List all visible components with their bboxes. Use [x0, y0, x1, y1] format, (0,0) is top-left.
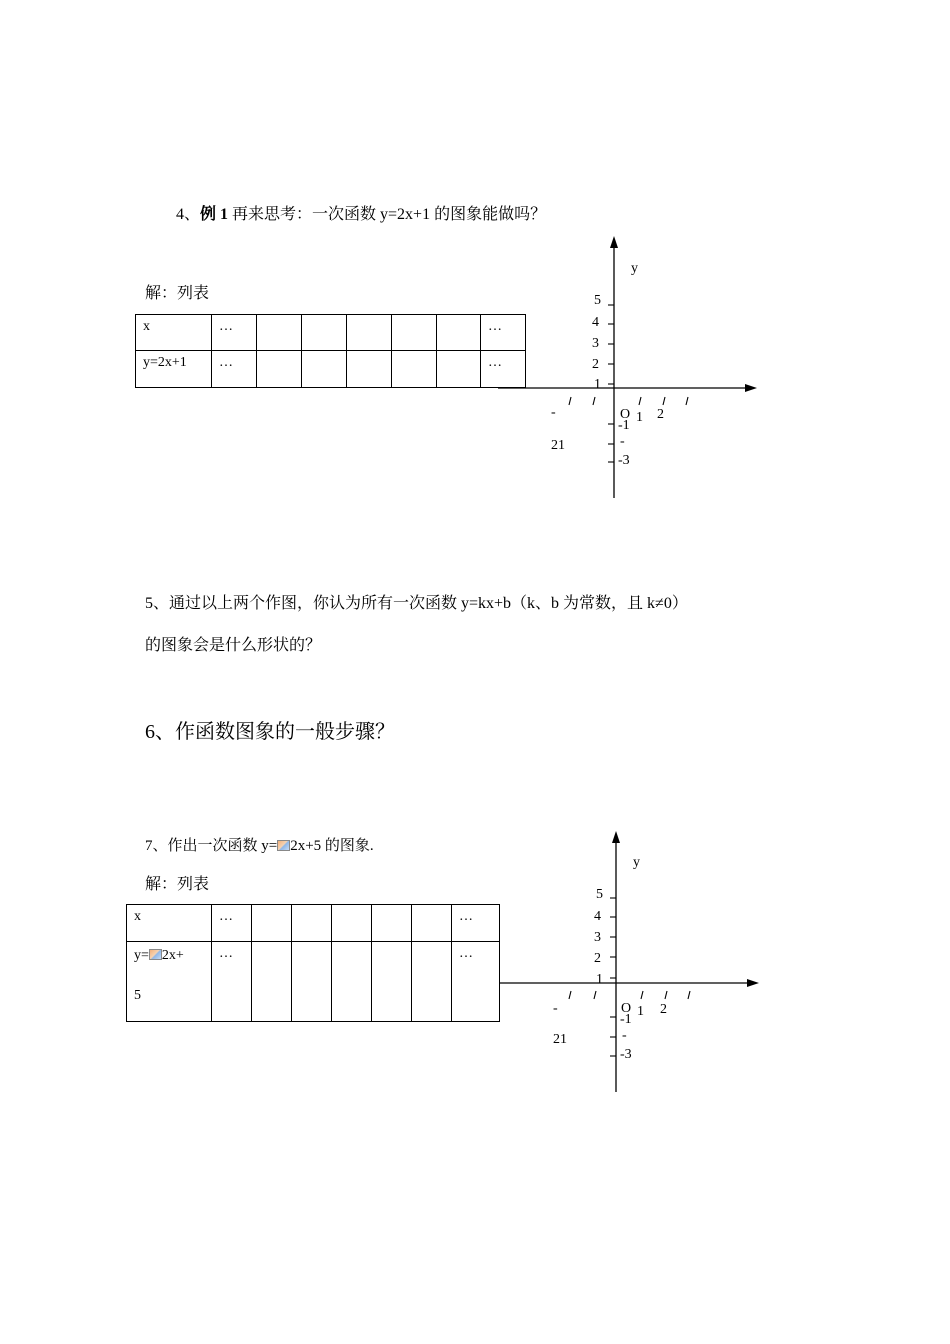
q5-line1: 5、通过以上两个作图，你认为所有一次函数 y=kx+b（k、b 为常数，且 k≠0） [145, 595, 688, 612]
y-tick-label: 3 [594, 930, 601, 945]
q4-solution: 解：列表 [145, 285, 210, 302]
x-neg-dash-label: - [551, 405, 556, 420]
y-neg-tick-label: -1 [620, 1012, 632, 1027]
y-neg-tick-label: - [622, 1028, 627, 1043]
table-cell[interactable]: … [481, 351, 526, 388]
x-tick-label: 1 [637, 1004, 644, 1019]
x-axis-ticks [569, 991, 690, 999]
origin-label: O [620, 407, 631, 422]
table-cell[interactable]: x [127, 905, 212, 942]
origin-label: O [621, 1001, 632, 1016]
x-tick-label: 2 [660, 1002, 667, 1017]
y-axis-label: y [633, 855, 640, 870]
table-cell[interactable]: … [452, 905, 500, 942]
y-neg-tick-label: - [620, 434, 625, 449]
q7-suffix: 2x+5 的图象. [290, 838, 374, 854]
y-tick-label: 3 [592, 336, 599, 351]
table-cell[interactable]: … [212, 905, 252, 942]
q7-prefix: 7、作出一次函数 y= [145, 838, 278, 854]
y-neg-tick-label: -3 [618, 453, 630, 468]
x-neg-tick-label: 21 [553, 1032, 567, 1047]
table-cell[interactable]: … [481, 315, 526, 351]
q7-solution: 解：列表 [145, 876, 210, 893]
q4-text: 再来思考：一次函数 y=2x+1 的图象能做吗？ [228, 206, 547, 223]
x-tick-label: 1 [636, 410, 643, 425]
y-axis-ticks [610, 898, 616, 1056]
x-neg-tick-label: 21 [551, 438, 565, 453]
y-axis-arrow [612, 831, 620, 843]
y-tick-label: 5 [596, 887, 603, 902]
y-axis-label: y [631, 261, 638, 276]
y-tick-label: 1 [594, 377, 601, 392]
row-label-suffix: 2x+ [161, 948, 184, 963]
row-label-line2: 5 [134, 988, 141, 1003]
table-cell[interactable]: … [212, 351, 257, 388]
y-tick-label: 2 [594, 951, 601, 966]
table-cell[interactable]: … [452, 942, 500, 1022]
table-cell[interactable]: … [212, 315, 257, 351]
y-neg-tick-label: -3 [620, 1047, 632, 1062]
y-tick-label: 4 [592, 315, 599, 330]
x-axis-arrow [747, 979, 759, 987]
q6-heading: 6、作函数图象的一般步骤？ [145, 721, 395, 743]
x-neg-dash-label: - [553, 1001, 558, 1016]
y-tick-label: 5 [594, 293, 601, 308]
row-label-prefix: y= [134, 948, 149, 963]
x-tick-label: 2 [657, 407, 664, 422]
q4-example-label: 例 1 [200, 206, 229, 223]
y-tick-label: 2 [592, 357, 599, 372]
table-cell[interactable]: … [212, 942, 252, 1022]
table-cell[interactable]: y=2x+1 [136, 351, 212, 388]
q5-line2: 的图象会是什么形状的？ [145, 637, 322, 654]
y-tick-label: 1 [596, 972, 603, 987]
y-neg-tick-label: -1 [618, 418, 630, 433]
q4-number: 4、 [176, 206, 201, 223]
y-tick-label: 4 [594, 909, 601, 924]
table-cell[interactable]: x [136, 315, 212, 351]
